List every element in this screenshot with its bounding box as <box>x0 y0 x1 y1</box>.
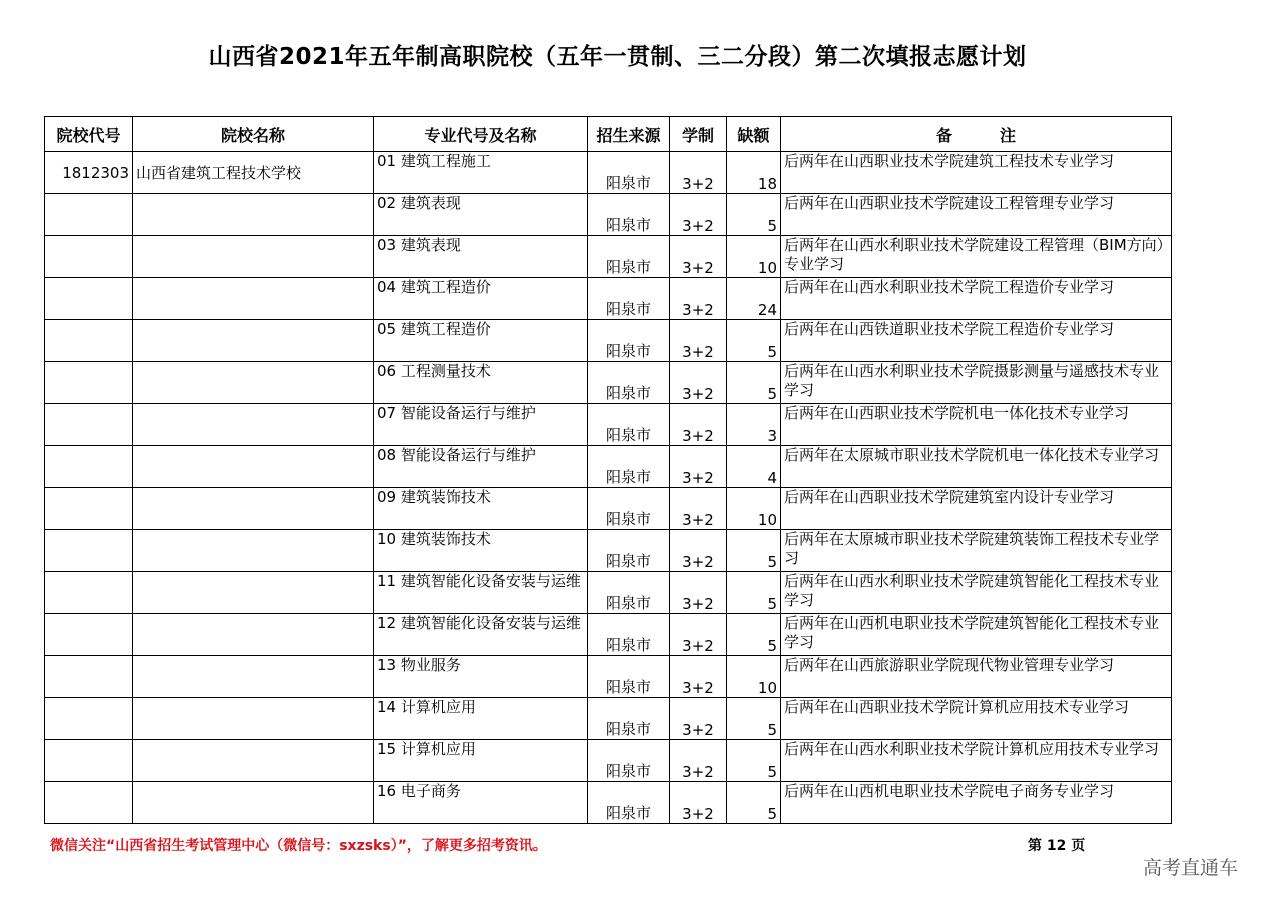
cell-duration: 3+2 <box>670 320 727 362</box>
cell-school-code <box>45 530 133 572</box>
cell-school-code <box>45 446 133 488</box>
cell-school-code <box>45 488 133 530</box>
cell-vacancy: 5 <box>727 362 781 404</box>
header-vacancy: 缺额 <box>727 117 781 152</box>
cell-vacancy: 18 <box>727 152 781 194</box>
cell-school-code <box>45 782 133 824</box>
table-row <box>45 530 1172 572</box>
cell-source: 阳泉市 <box>588 572 670 614</box>
cell-duration: 3+2 <box>670 194 727 236</box>
table-row <box>45 740 1172 782</box>
cell-note: 后两年在山西水利职业技术学院计算机应用技术专业学习 <box>781 740 1172 782</box>
cell-vacancy: 5 <box>727 782 781 824</box>
cell-duration: 3+2 <box>670 362 727 404</box>
cell-school-name <box>133 362 374 404</box>
cell-vacancy: 10 <box>727 488 781 530</box>
cell-major: 04 建筑工程造价 <box>374 278 588 320</box>
cell-vacancy: 10 <box>727 236 781 278</box>
cell-school-name <box>133 446 374 488</box>
cell-duration: 3+2 <box>670 572 727 614</box>
cell-vacancy: 3 <box>727 404 781 446</box>
table-row <box>45 782 1172 824</box>
cell-school-code <box>45 614 133 656</box>
table-row <box>45 194 1172 236</box>
table-row <box>45 236 1172 278</box>
cell-source: 阳泉市 <box>588 194 670 236</box>
watermark: 高考直通车 <box>1143 857 1239 879</box>
cell-school-code <box>45 740 133 782</box>
wechat-notice: 微信关注“山西省招生考试管理中心（微信号：sxzsks）”，了解更多招考资讯。 <box>50 838 547 854</box>
table-row <box>45 362 1172 404</box>
cell-duration: 3+2 <box>670 446 727 488</box>
cell-school-name <box>133 530 374 572</box>
table-row <box>45 572 1172 614</box>
cell-source: 阳泉市 <box>588 320 670 362</box>
cell-source: 阳泉市 <box>588 698 670 740</box>
table-row <box>45 278 1172 320</box>
cell-major: 02 建筑表现 <box>374 194 588 236</box>
table-row <box>45 488 1172 530</box>
cell-major: 10 建筑装饰技术 <box>374 530 588 572</box>
cell-duration: 3+2 <box>670 698 727 740</box>
cell-source: 阳泉市 <box>588 488 670 530</box>
cell-school-name <box>133 194 374 236</box>
cell-duration: 3+2 <box>670 152 727 194</box>
cell-note: 后两年在山西职业技术学院计算机应用技术专业学习 <box>781 698 1172 740</box>
cell-vacancy: 10 <box>727 656 781 698</box>
cell-major: 01 建筑工程施工 <box>374 152 588 194</box>
cell-major: 03 建筑表现 <box>374 236 588 278</box>
cell-vacancy: 5 <box>727 320 781 362</box>
cell-school-name <box>133 614 374 656</box>
cell-note: 后两年在山西职业技术学院机电一体化技术专业学习 <box>781 404 1172 446</box>
cell-note: 后两年在山西职业技术学院建筑室内设计专业学习 <box>781 488 1172 530</box>
cell-vacancy: 5 <box>727 194 781 236</box>
cell-school-code <box>45 362 133 404</box>
cell-note: 后两年在太原城市职业技术学院建筑装饰工程技术专业学习 <box>781 530 1172 572</box>
cell-duration: 3+2 <box>670 740 727 782</box>
cell-vacancy: 5 <box>727 614 781 656</box>
cell-school-code <box>45 698 133 740</box>
cell-note: 后两年在山西水利职业技术学院摄影测量与遥感技术专业学习 <box>781 362 1172 404</box>
cell-source: 阳泉市 <box>588 614 670 656</box>
cell-school-name <box>133 236 374 278</box>
cell-note: 后两年在山西水利职业技术学院建筑智能化工程技术专业学习 <box>781 572 1172 614</box>
header-school-code: 院校代号 <box>45 117 133 152</box>
cell-source: 阳泉市 <box>588 152 670 194</box>
table-body <box>45 152 1172 824</box>
cell-duration: 3+2 <box>670 404 727 446</box>
cell-major: 06 工程测量技术 <box>374 362 588 404</box>
cell-source: 阳泉市 <box>588 656 670 698</box>
cell-school-name <box>133 278 374 320</box>
header-major: 专业代号及名称 <box>374 117 588 152</box>
cell-vacancy: 5 <box>727 740 781 782</box>
cell-note: 后两年在山西机电职业技术学院电子商务专业学习 <box>781 782 1172 824</box>
table-header <box>45 117 1172 152</box>
table-row <box>45 446 1172 488</box>
cell-source: 阳泉市 <box>588 530 670 572</box>
cell-school-name <box>133 404 374 446</box>
cell-duration: 3+2 <box>670 614 727 656</box>
cell-duration: 3+2 <box>670 530 727 572</box>
header-duration: 学制 <box>670 117 727 152</box>
cell-school-name <box>133 782 374 824</box>
cell-school-name <box>133 488 374 530</box>
header-school-name: 院校名称 <box>133 117 374 152</box>
table-row <box>45 152 1172 194</box>
cell-major: 08 智能设备运行与维护 <box>374 446 588 488</box>
cell-school-name <box>133 656 374 698</box>
cell-major: 13 物业服务 <box>374 656 588 698</box>
page-title: 山西省2021年五年制高职院校（五年一贯制、三二分段）第二次填报志愿计划 <box>208 44 1027 70</box>
cell-duration: 3+2 <box>670 782 727 824</box>
cell-major: 15 计算机应用 <box>374 740 588 782</box>
cell-note: 后两年在山西职业技术学院建设工程管理专业学习 <box>781 194 1172 236</box>
cell-vacancy: 5 <box>727 572 781 614</box>
header-source: 招生来源 <box>588 117 670 152</box>
cell-duration: 3+2 <box>670 488 727 530</box>
plan-table <box>44 116 1172 824</box>
cell-school-code <box>45 656 133 698</box>
cell-school-code <box>45 278 133 320</box>
cell-school-code <box>45 320 133 362</box>
cell-major: 14 计算机应用 <box>374 698 588 740</box>
cell-source: 阳泉市 <box>588 740 670 782</box>
cell-source: 阳泉市 <box>588 278 670 320</box>
cell-duration: 3+2 <box>670 656 727 698</box>
page-number: 第 12 页 <box>1028 838 1086 854</box>
cell-source: 阳泉市 <box>588 236 670 278</box>
cell-major: 05 建筑工程造价 <box>374 320 588 362</box>
cell-duration: 3+2 <box>670 236 727 278</box>
header-note: 备 注 <box>781 117 1172 152</box>
cell-note: 后两年在山西水利职业技术学院工程造价专业学习 <box>781 278 1172 320</box>
cell-school-code: 1812303 <box>45 152 133 194</box>
cell-source: 阳泉市 <box>588 446 670 488</box>
cell-school-name <box>133 698 374 740</box>
cell-note: 后两年在山西机电职业技术学院建筑智能化工程技术专业学习 <box>781 614 1172 656</box>
cell-school-code <box>45 194 133 236</box>
table-row <box>45 698 1172 740</box>
cell-school-name: 山西省建筑工程技术学校 <box>133 152 374 194</box>
cell-vacancy: 5 <box>727 698 781 740</box>
cell-duration: 3+2 <box>670 278 727 320</box>
table-row <box>45 404 1172 446</box>
cell-note: 后两年在太原城市职业技术学院机电一体化技术专业学习 <box>781 446 1172 488</box>
cell-major: 09 建筑装饰技术 <box>374 488 588 530</box>
cell-school-name <box>133 740 374 782</box>
cell-vacancy: 24 <box>727 278 781 320</box>
cell-source: 阳泉市 <box>588 362 670 404</box>
cell-major: 16 电子商务 <box>374 782 588 824</box>
cell-major: 12 建筑智能化设备安装与运维 <box>374 614 588 656</box>
cell-major: 11 建筑智能化设备安装与运维 <box>374 572 588 614</box>
cell-school-code <box>45 572 133 614</box>
cell-source: 阳泉市 <box>588 404 670 446</box>
cell-note: 后两年在山西职业技术学院建筑工程技术专业学习 <box>781 152 1172 194</box>
cell-source: 阳泉市 <box>588 782 670 824</box>
cell-note: 后两年在山西旅游职业学院现代物业管理专业学习 <box>781 656 1172 698</box>
cell-note: 后两年在山西铁道职业技术学院工程造价专业学习 <box>781 320 1172 362</box>
cell-school-code <box>45 236 133 278</box>
cell-school-name <box>133 572 374 614</box>
cell-school-code <box>45 404 133 446</box>
cell-school-name <box>133 320 374 362</box>
cell-vacancy: 4 <box>727 446 781 488</box>
cell-note: 后两年在山西水利职业技术学院建设工程管理（BIM方向）专业学习 <box>781 236 1172 278</box>
cell-major: 07 智能设备运行与维护 <box>374 404 588 446</box>
cell-vacancy: 5 <box>727 530 781 572</box>
table-row <box>45 614 1172 656</box>
table-row <box>45 320 1172 362</box>
table-row <box>45 656 1172 698</box>
